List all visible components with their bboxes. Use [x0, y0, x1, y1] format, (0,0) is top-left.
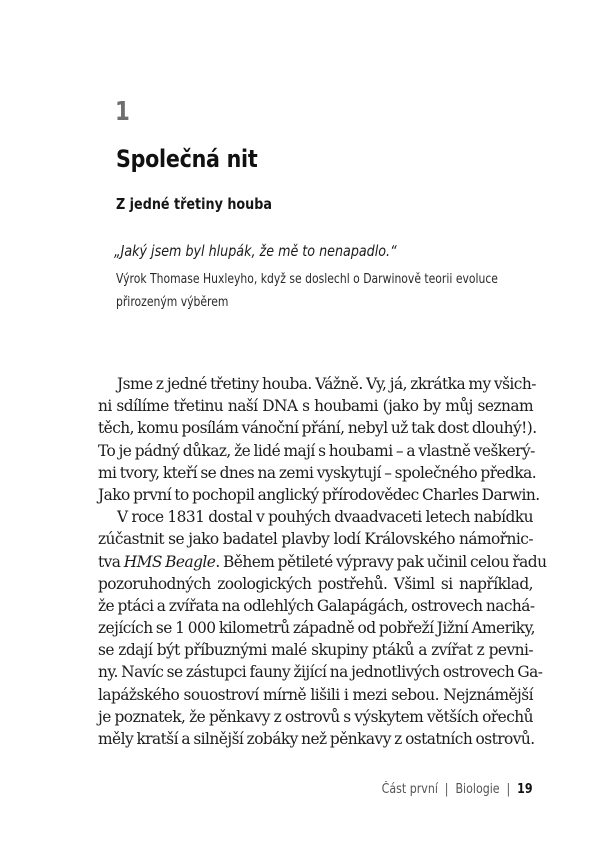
body-line: je poznatek, že pěnkavy z ostrovů s výskytem větších ořechů	[98, 707, 533, 726]
body-line: těch, komu posílám vánoční přání, nebyl už tak dost dlouhý!).	[98, 419, 537, 438]
body-line: lapážského souostroví mírně lišili i mezi sebou. Nejznámější	[98, 685, 533, 704]
footer-separator: |	[445, 782, 449, 797]
epigraph-source-line: Výrok Thomase Huxleyho, když se doslechl o Darwinově teorii evoluce	[116, 272, 498, 287]
body-line	[98, 551, 547, 573]
page-footer	[382, 782, 533, 797]
footer-part: Část první	[382, 782, 439, 797]
body-line: měly kratší a silnější zobáky než pěnkavy z ostatních ostrovů.	[98, 730, 535, 748]
body-line: Jsme z jedné třetiny houba. Vážně. Vy, já, zkrátka my všich-	[117, 375, 536, 393]
body-line: To je pádný důkaz, že lidé mají s houbami – a vlastně veškerý-	[98, 441, 535, 460]
body-line: pozoruhodných zoologických postřehů. Všiml si například,	[98, 574, 533, 593]
section-title: Z jedné třetiny houba	[116, 195, 272, 213]
body-line: V roce 1831 dostal v pouhých dvaadvaceti letech nabídku	[117, 508, 533, 527]
epigraph-quote: „Jaký jsem byl hlupák, že mě to nenapadlo.“	[114, 242, 397, 260]
body-line: zúčastnit se jako badatel plavby lodí Královského námořnic-	[98, 530, 533, 549]
body-line: ni sdílíme třetinu naší DNA s houbami (jako by můj seznam	[98, 397, 533, 416]
body-line: že ptáci a zvířata na odlehlých Galapágách, ostrovech nachá-	[98, 596, 535, 615]
epigraph-source-line: přirozeným výběrem	[116, 295, 229, 310]
epigraph-source	[116, 268, 501, 314]
body-line: se zdají být příbuznými malé skupiny ptáků a zvířat z pevni-	[98, 641, 533, 660]
ship-name: HMS Beagle	[123, 552, 216, 571]
footer-section: Biologie	[455, 782, 501, 797]
page-number: 19	[517, 782, 533, 797]
body-text	[98, 373, 547, 750]
body-text-segment: . Během pětileté výpravy pak učinil celou řadu	[215, 552, 547, 571]
body-line: zejících se 1 000 kilometrů západně od pobřeží Jižní Ameriky,	[98, 619, 536, 638]
footer-separator: |	[506, 782, 511, 797]
chapter-number: 1	[115, 97, 130, 127]
body-line: mi tvory, kteří se dnes na zemi vyskytují – společného předka.	[98, 463, 537, 482]
body-text-segment: tva	[98, 552, 124, 571]
body-line: ny. Navíc se zástupci fauny žijící na jednotlivých ostrovech Ga-	[98, 663, 543, 682]
chapter-title: Společná nit	[116, 145, 258, 173]
body-line: Jako první to pochopil anglický přírodovědec Charles Darwin.	[98, 485, 540, 504]
